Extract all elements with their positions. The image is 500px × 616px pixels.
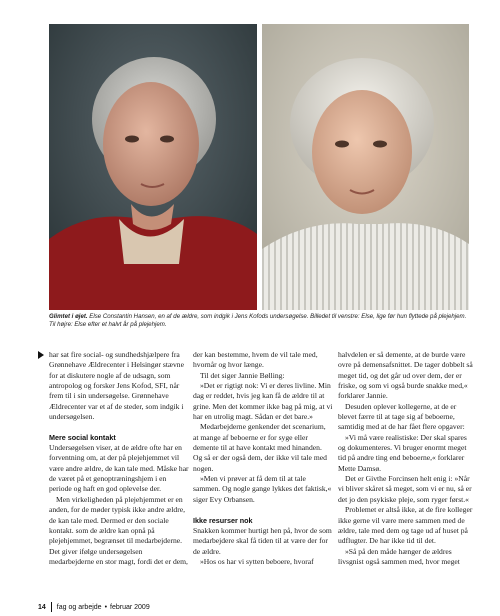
paragraph: »Men vi prøver at få dem til at tale sammen. Og nogle gange lykkes det faktisk,« siger Evy Orbansen. bbox=[193, 474, 332, 504]
paragraph: Til det siger Jannie Bølling: bbox=[200, 370, 285, 380]
photo-caption bbox=[49, 313, 474, 329]
paragraph: Men virkeligheden på plejehjemmet er en anden, for de møder typisk ikke andre ældre, de kan tale med. Dermed er den sociale kontakt. som de ældre kan opnå på plejehjemmet, begrænset til medarbejderne. Det giver ifølge undersøgelsen medarbejderne en stor magt, fordi det er dem, bbox=[49, 494, 188, 566]
paragraph: Desuden oplever kollegerne, at de er blevet færre til at tage sig af beboerne, samtidig med at de har fået flere opgaver: bbox=[338, 401, 465, 432]
publication-name: fag og arbejde bbox=[56, 603, 102, 611]
page-footer bbox=[38, 601, 150, 613]
continuation-arrow-icon bbox=[38, 351, 44, 359]
caption-lead: Glimtet i øjet. bbox=[49, 313, 88, 320]
photo-before-nursing-home bbox=[49, 24, 257, 310]
paragraph: Problemet er altså ikke, at de fire kolleger ikke gerne vil være mere sammen med de ældre, tale med dem og tage ud af huset på udflugter. De har ikke tid til det. bbox=[338, 505, 473, 546]
footer-divider bbox=[51, 602, 52, 612]
paragraph: halvdelen er så demente, at de burde være ovre på demensafsnittet. De tager dobbelt så meget tid, og det går ud over dem, der er friske, og som vi også burde snakke med,« forklarer Jannie. bbox=[338, 350, 473, 401]
paragraph: har sat fire social- og sundhedshjælpere fra Grønnehave Ældrecenter i Helsingør stævne for at diskutere nogle af de udsagn, som antropolog og forsker Jens Kofod, SFI, når frem til i sin undersøgelse. Grønnehave Ældrecenter var et af de steder, som indgik i undersøgelsen. bbox=[49, 350, 184, 422]
paragraph: Snakken kommer hurtigt hen på, hvor de som medarbejdere skal få tiden til at være der for de ældre. bbox=[193, 525, 332, 556]
article-column-1 bbox=[49, 350, 189, 567]
paragraph: Medarbejderne genkender det scenarium, at mange af beboerne er for syge eller demente til at have kontakt med hinanden. Og så er der også dem, der ikke vil tale med nogen. bbox=[193, 422, 327, 473]
photo-after-nursing-home bbox=[262, 24, 469, 310]
photo-pair bbox=[49, 24, 469, 310]
paragraph: Undersøgelsen viser, at de ældre ofte har en forventning om, at der på plejehjemmet vil være andre ældre, de kan tale med. Måske har de været på et genoptræningshjem i en periode og haft en god oplevelse der. bbox=[49, 443, 189, 494]
footer-bullet: • bbox=[104, 603, 108, 611]
paragraph: »Hos os har vi sytten beboere, hvoraf bbox=[200, 556, 314, 566]
paragraph: »Så på den måde hænger de ældres livsgnist også sammen med, hvor meget bbox=[338, 546, 460, 566]
article-column-2 bbox=[193, 350, 333, 567]
subheading-ikke-resurser-nok: Ikke resurser nok bbox=[193, 515, 253, 525]
paragraph: der kan bestemme, hvem de vil tale med, hvornår og hvor længe. bbox=[193, 350, 318, 370]
caption-text: Else Constantin Hansen, en af de ældre, som indgik i Jens Kofods undersøgelse. Billedet til venstre: Else, lige før hun flyttede på plejehjem. Til højre: Else efter et halvt år på plejehjem. bbox=[49, 313, 467, 328]
issue-date: februar 2009 bbox=[110, 603, 150, 611]
article-column-3 bbox=[338, 350, 474, 567]
paragraph: »Det er rigtigt nok: Vi er deres livline. Min dag er reddet, hvis jeg kan få de ældre til at grine. Men det kommer ikke bag på mig, at vi har en utrolig magt. Sådan er det bare.» bbox=[193, 381, 333, 422]
portrait-right-image bbox=[262, 24, 469, 310]
paragraph: Det er Givthe Forcinsen helt enig i: »Når vi bliver skåret så meget, som vi er nu, så er det jo den psykiske pleje, som ryger først.« bbox=[338, 474, 472, 504]
subheading-mere-social-kontakt: Mere social kontakt bbox=[49, 432, 116, 442]
paragraph: »Vi må være realistiske: Der skal spares og dokumenteres. Vi bruger enormt meget tid på andre ting end beboerne,« forklarer Mette Damsø. bbox=[338, 432, 467, 473]
page-number: 14 bbox=[38, 603, 46, 611]
portrait-left-image bbox=[49, 24, 257, 310]
